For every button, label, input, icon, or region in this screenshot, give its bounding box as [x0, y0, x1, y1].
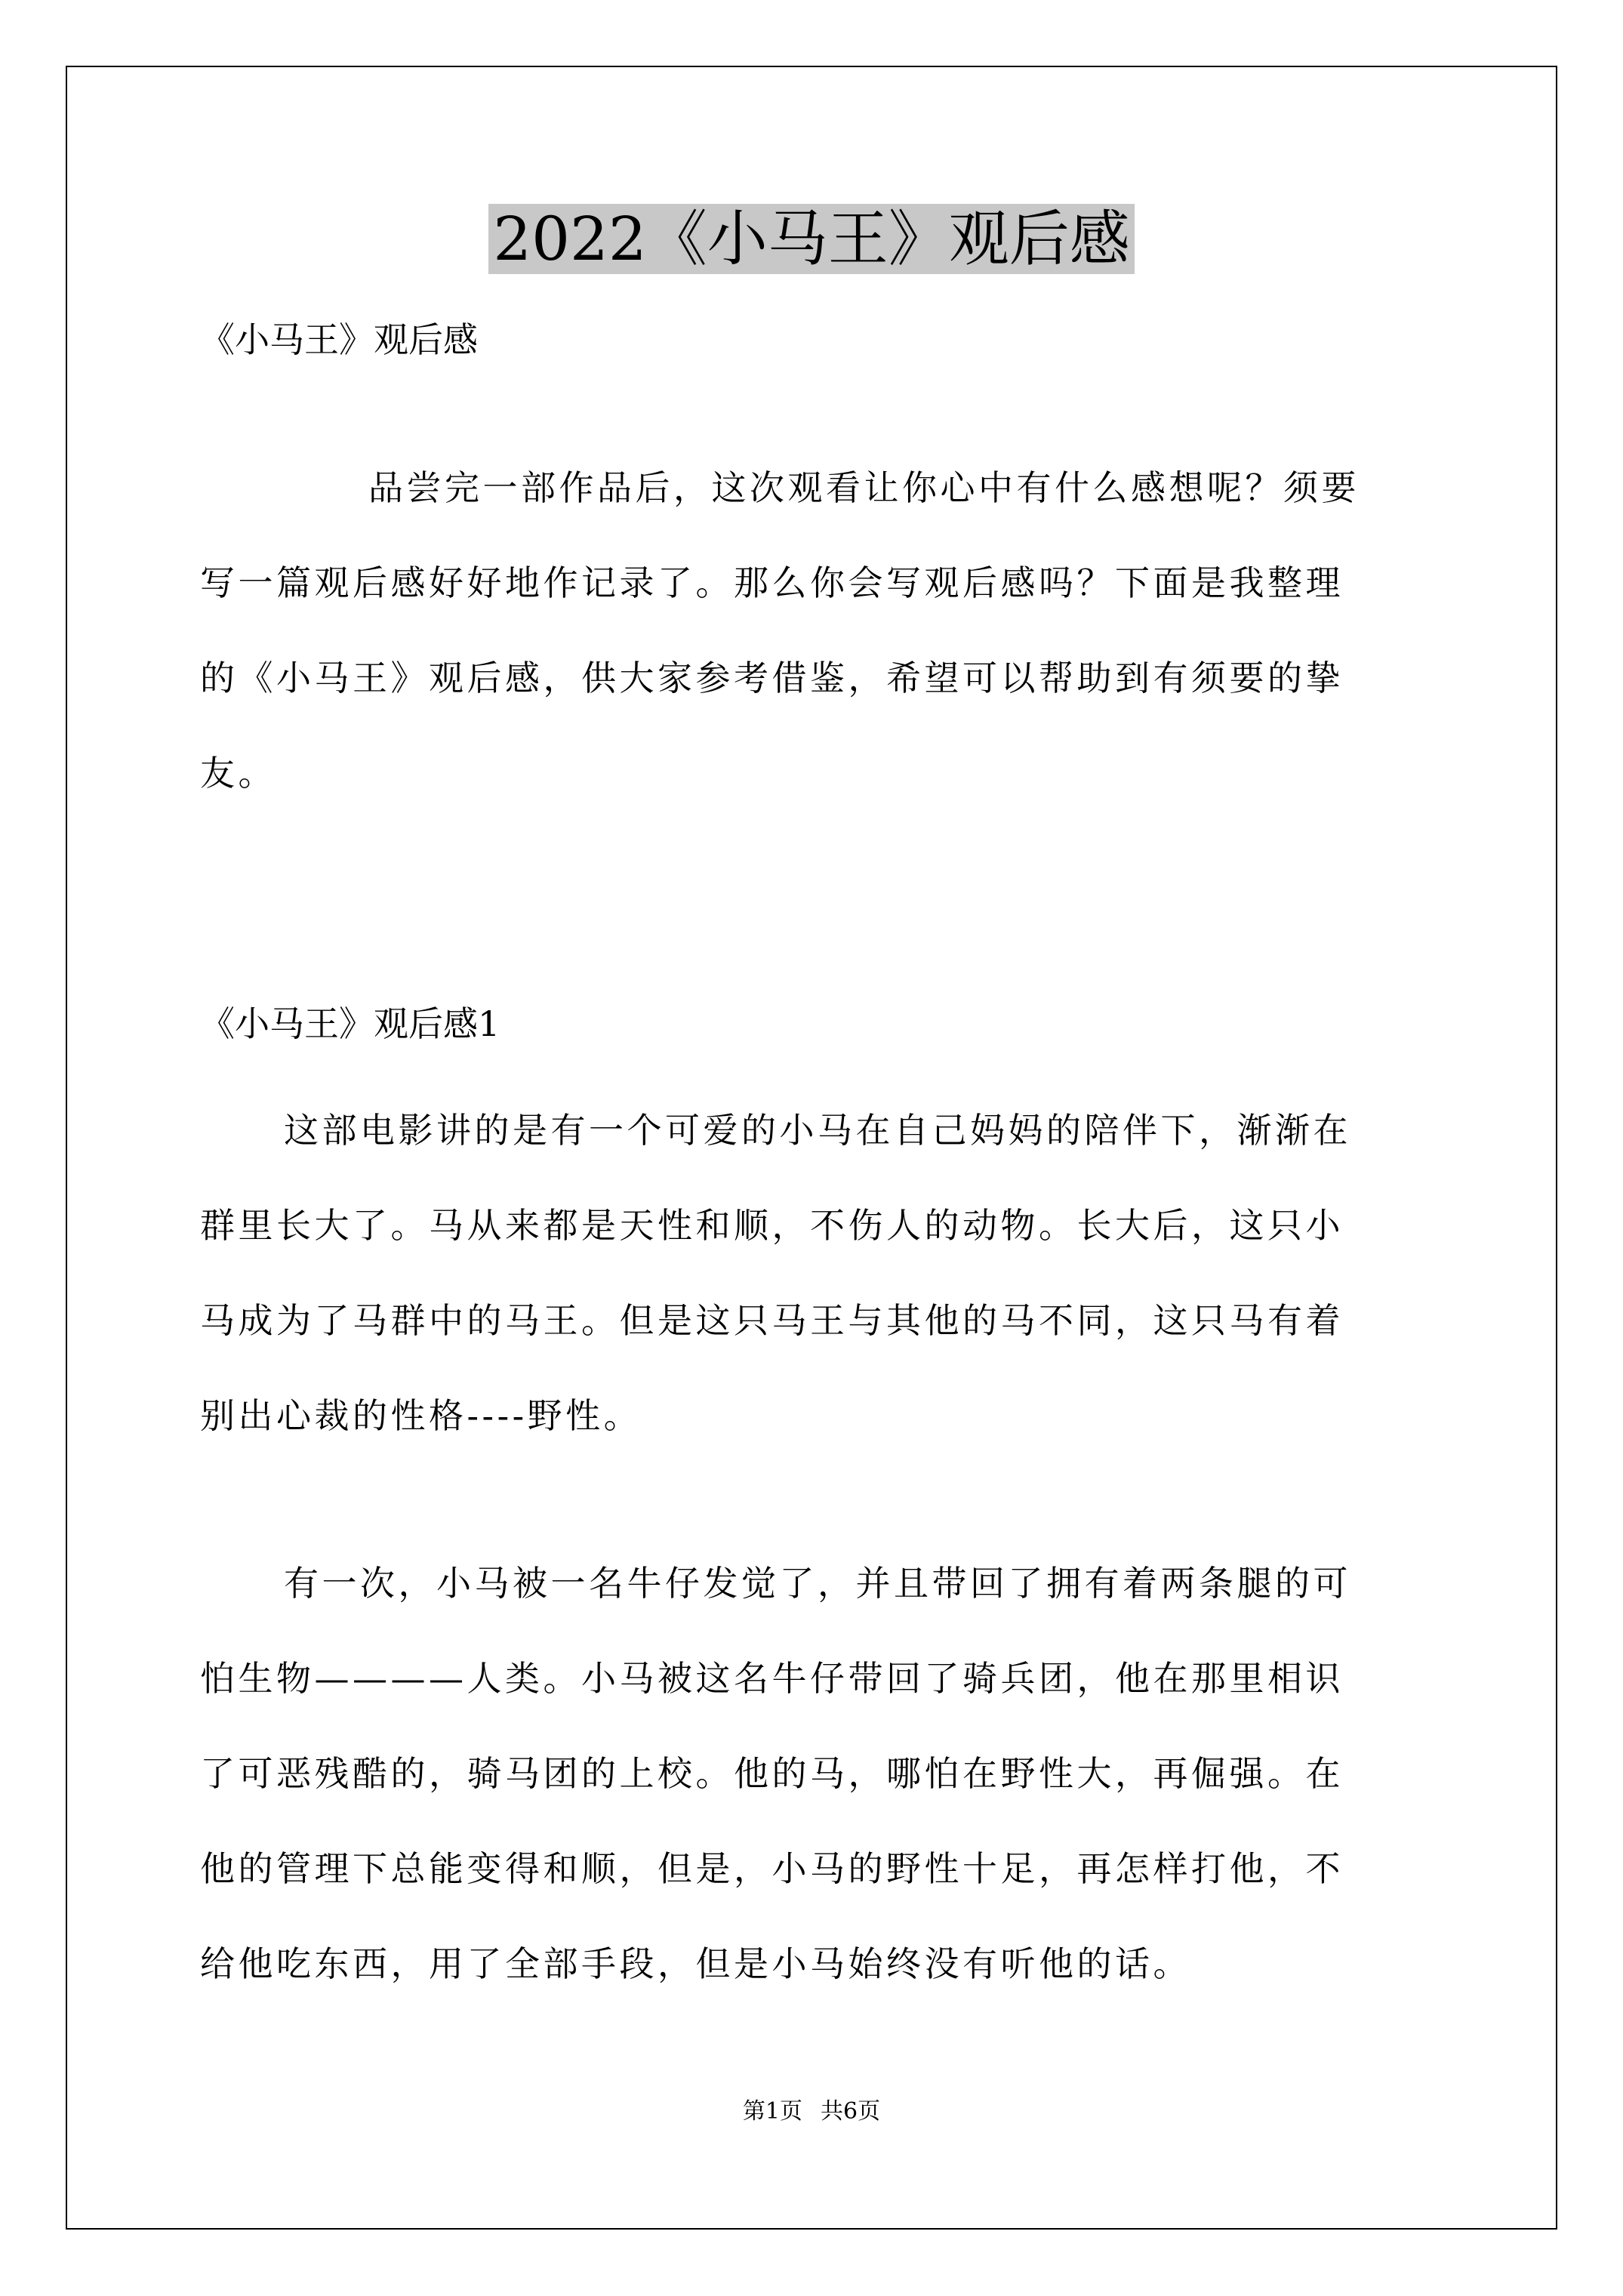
- section-para2-line-1: 有一次，小马被一名牛仔发觉了，并且带回了拥有着两条腿的可: [284, 1563, 1351, 1604]
- section-para1-first-line-wrap: [200, 1083, 1428, 1178]
- page-number: 第1页: [742, 2098, 802, 2125]
- section-para1-line-2: 群里长大了。马从来都是天性和顺，不伤人的动物。长大后，这只小: [200, 1205, 1344, 1246]
- intro-line-3: 的《小马王》观后感，供大家参考借鉴，希望可以帮助到有须要的挚: [200, 658, 1344, 698]
- section-para2-line-5: 给他吃东西，用了全部手段，但是小马始终没有听他的话。: [200, 1943, 1191, 1984]
- section-para2-first-line-wrap: [200, 1536, 1428, 1631]
- document-title: [0, 198, 1623, 281]
- section-para1-line-4: 别出心裁的性格----野性。: [200, 1395, 642, 1436]
- intro-heading: 《小马王》观后感: [200, 319, 478, 360]
- intro-line-2: 写一篇观后感好好地作记录了。那么你会写观后感吗？下面是我整理: [200, 562, 1344, 603]
- document-title-text: 2022《小马王》观后感: [488, 204, 1135, 274]
- section-para2-line-3: 了可恶残酷的，骑马团的上校。他的马，哪怕在野性大，再倔强。在: [200, 1753, 1344, 1794]
- intro-paragraph: [200, 535, 1428, 821]
- section-para1-line-1: 这部电影讲的是有一个可爱的小马在自己妈妈的陪伴下，渐渐在: [284, 1110, 1351, 1151]
- page-footer: [0, 2097, 1623, 2127]
- intro-paragraph-first-line-wrap: [200, 440, 1428, 535]
- section-para1: [200, 1178, 1428, 1463]
- section-para1-line-3: 马成为了马群中的马王。但是这只马王与其他的马不同，这只马有着: [200, 1300, 1344, 1341]
- page-total: 共6页: [821, 2098, 881, 2125]
- intro-line-1: 品尝完一部作品后，这次观看让你心中有什么感想呢？须要: [368, 467, 1360, 508]
- section-para2-line-2: 怕生物————人类。小马被这名牛仔带回了骑兵团，他在那里相识: [200, 1658, 1344, 1699]
- section-para2-line-4: 他的管理下总能变得和顺，但是，小马的野性十足，再怎样打他，不: [200, 1848, 1344, 1889]
- section-para2: [200, 1631, 1428, 2011]
- intro-line-4: 友。: [200, 753, 276, 794]
- section-heading: 《小马王》观后感1: [200, 1003, 500, 1044]
